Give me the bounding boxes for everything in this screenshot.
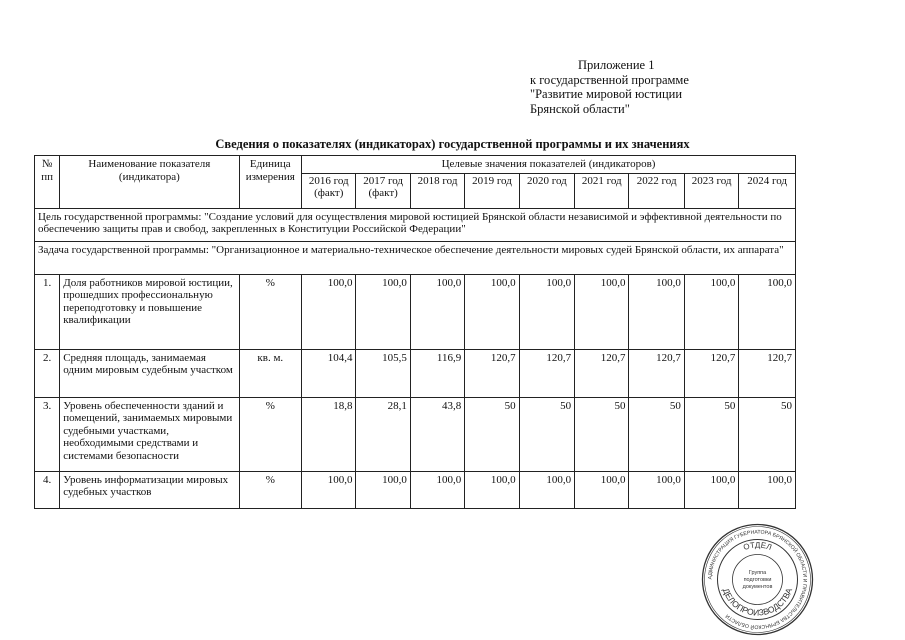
row-value: 100,0 (519, 274, 574, 349)
goal-row (35, 208, 796, 241)
row-value: 50 (684, 397, 738, 471)
row-value: 100,0 (739, 471, 796, 508)
col-header-targets: Целевые значения показателей (индикаторов) (302, 156, 796, 174)
year-header: 2019 год (465, 173, 519, 208)
row-value: 43,8 (410, 397, 464, 471)
stamp-ring-text: АДМИНИСТРАЦИЯ ГУБЕРНАТОРА БРЯНСКОЙ ОБЛАСТИ И ПРАВИТЕЛЬСТВА БРЯНСКОЙ ОБЛАСТИ (707, 529, 808, 630)
stamp-inner-3: документов (742, 584, 773, 590)
row-value: 120,7 (519, 349, 574, 397)
year-header: 2018 год (410, 173, 464, 208)
official-stamp (700, 522, 815, 637)
row-num: 1. (35, 274, 60, 349)
col-header-name: Наименование показателя (индикатора) (60, 156, 239, 209)
stamp-inner-1: Группа (748, 570, 767, 576)
row-value: 50 (629, 397, 684, 471)
row-value: 116,9 (410, 349, 464, 397)
year-header: 2022 год (629, 173, 684, 208)
row-value: 100,0 (356, 274, 410, 349)
task-text: Задача государственной программы: "Организационное и материально-техническое обеспечение деятельности мировых судей Брянской области, их аппарата" (35, 241, 796, 274)
row-value: 100,0 (302, 274, 356, 349)
row-name: Средняя площадь, занимаемая одним мировым судебным участком (60, 349, 239, 397)
appendix-line-3: "Развитие мировой юстиции (530, 87, 683, 101)
row-value: 120,7 (739, 349, 796, 397)
table-row (35, 397, 796, 471)
col-header-unit: Единица измерения (239, 156, 301, 209)
row-value: 120,7 (629, 349, 684, 397)
row-value: 105,5 (356, 349, 410, 397)
row-value: 100,0 (629, 471, 684, 508)
task-row (35, 241, 796, 274)
table-row (35, 274, 796, 349)
row-name: Уровень обеспеченности зданий и помещений, занимаемых мировыми судебными участками, необходимыми средствами и системами безопасности (60, 397, 239, 471)
row-value: 100,0 (684, 471, 738, 508)
appendix-line-2: к государственной программе (530, 72, 689, 87)
row-unit: % (239, 397, 301, 471)
year-header: 2017 год (факт) (356, 173, 410, 208)
row-value: 100,0 (356, 471, 410, 508)
row-value: 18,8 (302, 397, 356, 471)
table-row (35, 471, 796, 508)
document-title: Сведения о показателях (индикаторах) государственной программы и их значениях (215, 137, 690, 151)
row-value: 100,0 (575, 274, 629, 349)
year-header: 2024 год (739, 173, 796, 208)
indicators-table (34, 155, 796, 509)
row-value: 100,0 (519, 471, 574, 508)
row-value: 50 (465, 397, 519, 471)
row-value: 100,0 (302, 471, 356, 508)
appendix-block (530, 58, 790, 116)
row-value: 100,0 (629, 274, 684, 349)
col-header-num: № пп (35, 156, 60, 209)
row-num: 2. (35, 349, 60, 397)
row-name: Уровень информатизации мировых судебных участков (60, 471, 239, 508)
row-unit: кв. м. (239, 349, 301, 397)
row-value: 100,0 (410, 471, 464, 508)
appendix-line-1: Приложение 1 (578, 58, 655, 72)
row-unit: % (239, 274, 301, 349)
row-value: 104,4 (302, 349, 356, 397)
row-num: 4. (35, 471, 60, 508)
row-value: 100,0 (684, 274, 738, 349)
row-value: 120,7 (684, 349, 738, 397)
row-value: 120,7 (465, 349, 519, 397)
year-header: 2021 год (575, 173, 629, 208)
goal-text: Цель государственной программы: "Создание условий для осуществления мировой юстицией Брянской области независимой и эффективной деятельности по обеспечению защиты прав и свобод, закрепленных в Конституции Российской Федерации" (35, 208, 796, 241)
year-header: 2020 год (519, 173, 574, 208)
header-row (35, 156, 796, 174)
table-row (35, 349, 796, 397)
row-name: Доля работников мировой юстиции, прошедших профессиональную переподготовку и повышение квалификации (60, 274, 239, 349)
appendix-line-4: Брянской области" (530, 101, 630, 116)
row-value: 50 (739, 397, 796, 471)
row-value: 50 (575, 397, 629, 471)
row-value: 120,7 (575, 349, 629, 397)
year-header: 2016 год (факт) (302, 173, 356, 208)
row-value: 50 (519, 397, 574, 471)
stamp-dept-top: ОТДЕЛ (742, 540, 773, 553)
row-num: 3. (35, 397, 60, 471)
year-header: 2023 год (684, 173, 738, 208)
stamp-dept-bottom: ДЕЛОПРОИЗВОДСТВА (720, 586, 795, 618)
row-value: 100,0 (410, 274, 464, 349)
row-value: 100,0 (465, 274, 519, 349)
row-value: 100,0 (465, 471, 519, 508)
row-unit: % (239, 471, 301, 508)
row-value: 100,0 (739, 274, 796, 349)
row-value: 100,0 (575, 471, 629, 508)
stamp-inner-2: подготовки (743, 577, 772, 583)
row-value: 28,1 (356, 397, 410, 471)
